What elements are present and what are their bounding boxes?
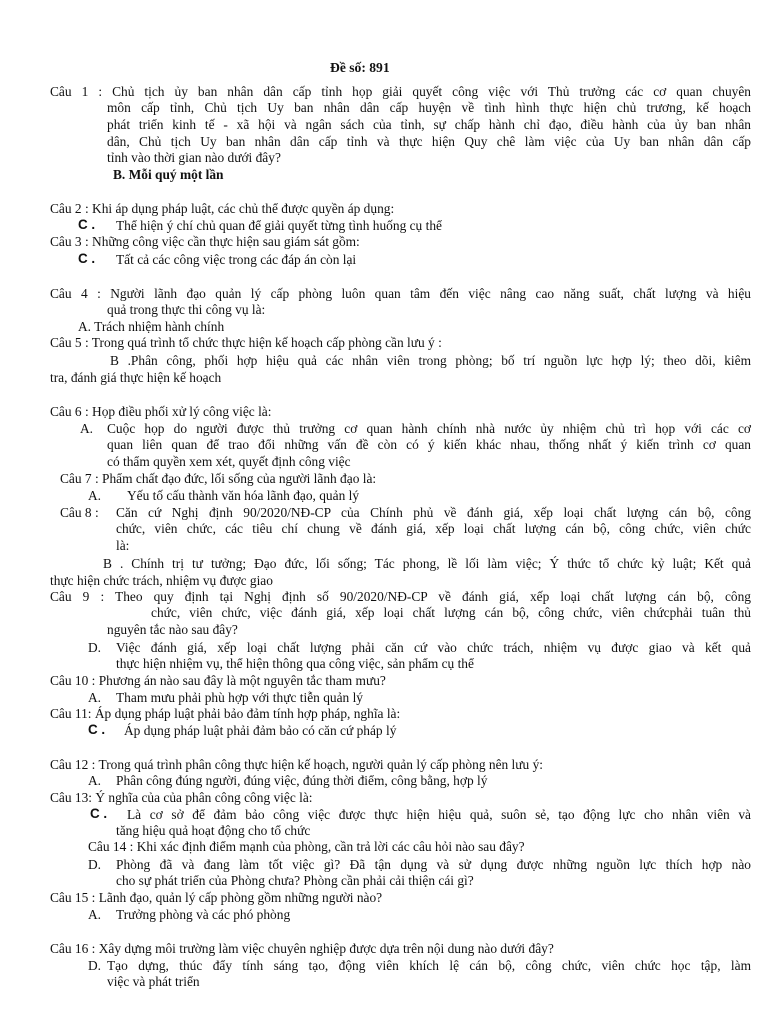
question-3: Câu 3 : Những công việc cần thực hiện sau giám sát gồm: xyxy=(50,234,360,249)
question-1-answer: B. Mỗi quý một lần xyxy=(113,167,224,182)
question-11-answer-letter: C . xyxy=(88,722,106,737)
question-8-prefix: Câu 8 : xyxy=(60,505,99,520)
question-5-answer-line-2: tra, đánh giá thực hiện kế hoạch xyxy=(50,370,222,385)
question-14: Câu 14 : Khi xác định điểm mạnh của phòng, cần trả lời các câu hỏi nào sau đây? xyxy=(88,839,525,854)
question-14-answer-line-2: cho sự phát triển của Phòng chưa? Phòng cần phải cải thiện cái gì? xyxy=(116,873,474,888)
question-2: Câu 2 : Khi áp dụng pháp luật, các chủ thể được quyền áp dụng: xyxy=(50,201,395,216)
question-11: Câu 11: Áp dụng pháp luật phải bảo đảm tính hợp pháp, nghĩa là: xyxy=(50,706,401,721)
question-14-answer-line-1: Phòng đã và đang làm tốt việc gì? Đã tận dụng và sử dụng được những nguồn lực thích hợp nào xyxy=(116,857,751,872)
question-13-answer-letter: C . xyxy=(90,806,108,821)
question-12-answer: Phân công đúng người, đúng việc, đúng thời điểm, công bằng, hợp lý xyxy=(116,773,488,788)
question-2-answer: Thể hiện ý chí chủ quan để giải quyết từng tình huống cụ thể xyxy=(116,218,442,233)
question-15-answer-letter: A. xyxy=(88,907,102,922)
question-9-line-1: Câu 9 : Theo quy định tại Nghị định số 90/2020/NĐ-CP về đánh giá, xếp loại chất lượng cán bộ, công xyxy=(50,589,751,604)
question-9-answer-line-1: Việc đánh giá, xếp loại chất lượng phải căn cứ vào chức trách, nhiệm vụ được giao và kết quả xyxy=(116,640,751,655)
question-5: Câu 5 : Trong quá trình tổ chức thực hiện kế hoạch cấp phòng cần lưu ý : xyxy=(50,335,442,350)
question-10-answer: Tham mưu phải phù hợp với thực tiễn quản lý xyxy=(116,690,363,705)
question-10-answer-letter: A. xyxy=(88,690,102,705)
question-1-line-3: phát triển kinh tế - xã hội và ngân sách của tỉnh, sự chấp hành chỉ đạo, điều hành của ủy ban nhân xyxy=(107,117,751,132)
question-9-answer-line-2: thực hiện nhiệm vụ, thể hiện thông qua công việc, sản phẩm cụ thể xyxy=(116,656,474,671)
question-9-line-3: nguyên tắc nào sau đây? xyxy=(107,622,238,637)
question-3-answer-letter: C . xyxy=(78,251,96,266)
question-8-line-1: Căn cứ Nghị định 90/2020/NĐ-CP của Chính phủ về đánh giá, xếp loại chất lượng cán bộ, công xyxy=(116,505,751,520)
question-8-line-3: là: xyxy=(116,538,130,553)
question-15-answer: Trưởng phòng và các phó phòng xyxy=(116,907,291,922)
question-13: Câu 13: Ý nghĩa của của phân công công việc là: xyxy=(50,790,313,805)
question-4-line-1: Câu 4 : Người lãnh đạo quản lý cấp phòng luôn quan tâm đến việc nâng cao năng suất, chất lượng và hiệu xyxy=(50,286,751,301)
question-11-answer: Áp dụng pháp luật phải đảm bảo có căn cứ pháp lý xyxy=(124,723,397,738)
question-6-answer-line-1: Cuộc họp do người được thủ trưởng cơ quan hành chính nhà nước ủy nhiệm chủ trì họp với các cơ xyxy=(107,421,751,436)
question-9-line-2: chức, viên chức, việc đánh giá, xếp loại chất lượng cán bộ, công chức, viên chứcphải tuân thủ xyxy=(151,605,751,620)
question-4-answer: A. Trách nhiệm hành chính xyxy=(78,319,225,334)
question-7-answer: Yếu tố cấu thành văn hóa lãnh đạo, quản lý xyxy=(127,488,360,503)
question-1-line-5: tỉnh vào thời gian nào dưới đây? xyxy=(107,150,281,165)
question-16-answer-line-1: Tạo dựng, thúc đẩy tính sáng tạo, động viên khích lệ cán bộ, công chức, viên chức học tập, làm xyxy=(107,958,751,973)
question-2-answer-letter: C . xyxy=(78,217,96,232)
question-12: Câu 12 : Trong quá trình phân công thực hiện kế hoạch, người quản lý cấp phòng nên lưu ý: xyxy=(50,757,543,772)
question-9-answer-letter: D. xyxy=(88,640,102,655)
question-15: Câu 15 : Lãnh đạo, quản lý cấp phòng gồm những người nào? xyxy=(50,890,383,905)
page-title: Đề số: 891 xyxy=(330,60,390,75)
question-14-answer-letter: D. xyxy=(88,857,102,872)
question-6-answer-letter: A. xyxy=(80,421,94,436)
question-16: Câu 16 : Xây dựng môi trường làm việc chuyên nghiệp được dựa trên nội dung nào dưới đây? xyxy=(50,941,554,956)
question-6-answer-line-3: có thẩm quyền xem xét, quyết định công việc xyxy=(107,454,351,469)
question-13-answer-line-2: tăng hiệu quả hoạt động cho tổ chức xyxy=(116,823,311,838)
question-6-answer-line-2: quan liên quan để trao đổi những vấn đề còn có ý kiến khác nhau, thống nhất ý kiến trình cơ quan xyxy=(107,437,751,452)
question-8-answer-line-1: B . Chính trị tư tưởng; Đạo đức, lối sống; Tác phong, lề lối làm việc; Ý thức tổ chức kỷ luật; Kết quả xyxy=(103,556,751,571)
question-10: Câu 10 : Phương án nào sau đây là một nguyên tắc tham mưu? xyxy=(50,673,386,688)
question-5-answer-line-1: B .Phân công, phối hợp hiệu quả các nhân viên trong phòng; bố trí nguồn lực hợp lý; theo dõi, kiêm xyxy=(110,353,751,368)
question-6: Câu 6 : Họp điều phối xử lý công việc là: xyxy=(50,404,272,419)
question-7: Câu 7 : Phẩm chất đạo đức, lối sống của người lãnh đạo là: xyxy=(60,471,377,486)
question-8-line-2: chức, viên chức, các tiêu chí chung về đánh giá, xếp loại chất lượng cán bộ, công chức, viên chức xyxy=(116,521,751,536)
question-16-answer-letter: D. xyxy=(88,958,102,973)
question-1-line-2: môn cấp tỉnh, Chủ tịch Uy ban nhân dân cấp huyện về tình hình thực hiện chủ trương, kế hoạch xyxy=(107,100,751,115)
question-8-answer-line-2: thực hiện chức trách, nhiệm vụ được giao xyxy=(50,573,273,588)
question-7-answer-letter: A. xyxy=(88,488,102,503)
question-16-answer-line-2: việc và phát triển xyxy=(107,974,200,989)
question-13-answer-line-1: Là cơ sở để đảm bảo công việc được thực hiện hiệu quả, suôn sẻ, tạo động lực cho nhân viên và xyxy=(127,807,751,822)
question-1-line-1: Câu 1 : Chủ tịch ủy ban nhân dân cấp tỉnh họp giải quyết công việc với Thủ trưởng các cơ quan chuyên xyxy=(50,84,751,99)
question-1-line-4: dân, Chủ tịch Uy ban nhân dân cấp tỉnh và thực hiện Quy chê làm việc của Uy ban nhân dân cấp xyxy=(107,134,751,149)
question-12-answer-letter: A. xyxy=(88,773,102,788)
question-3-answer: Tất cả các công việc trong các đáp án còn lại xyxy=(116,252,357,267)
question-4-line-2: quả trong thực thi công vụ là: xyxy=(107,302,266,317)
